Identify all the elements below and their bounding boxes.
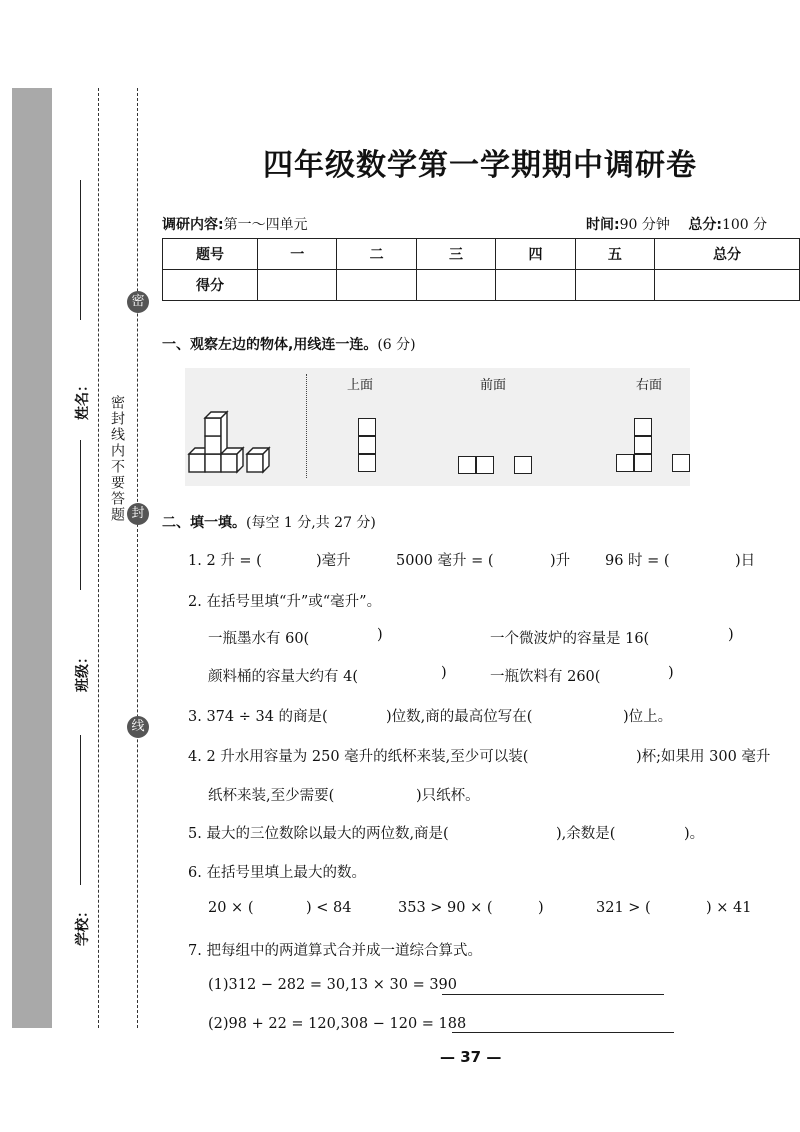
- content-value: 第一～四单元: [223, 217, 308, 233]
- view-label-right: 右面: [636, 378, 663, 393]
- section2-title: 二、填一填。: [162, 515, 246, 531]
- score-header-cell: 四: [496, 239, 575, 270]
- seal-char-xian: 线: [127, 716, 149, 738]
- q6-part-e: 321 > (: [596, 900, 651, 916]
- section2-heading: [162, 512, 376, 532]
- score-table: [162, 238, 800, 301]
- q4-part-b: )杯;如果用 300 毫升: [636, 749, 771, 765]
- q6-stem: 6. 在括号里填上最大的数。: [188, 865, 366, 881]
- q6-part-a: 20 × (: [208, 900, 254, 916]
- name-field-label: 姓名：: [75, 378, 91, 420]
- q6-part-f: ) × 41: [706, 900, 752, 916]
- q3-part-a: 3. 374 ÷ 34 的商是(: [188, 709, 328, 725]
- score-header-cell: 题号: [163, 239, 258, 270]
- q4-part-a: 4. 2 升水用容量为 250 毫升的纸杯来装,至少可以装(: [188, 749, 529, 765]
- score-header-cell: 一: [258, 239, 337, 270]
- q2-item-b: 一个微波炉的容量是 16(: [490, 631, 650, 647]
- class-field-label: 班级：: [75, 650, 91, 692]
- time-value: 90 分钟: [619, 217, 670, 233]
- page-number: — 37 —: [440, 1048, 502, 1066]
- score-table-header-row: [163, 239, 800, 270]
- binding-strip: [12, 88, 52, 1028]
- seal-char-feng: 封: [127, 503, 149, 525]
- q7-answer-line-1[interactable]: [442, 994, 664, 995]
- score-cell[interactable]: [416, 270, 495, 301]
- q1-part-f: )日: [735, 553, 756, 569]
- score-cell[interactable]: [337, 270, 416, 301]
- q1-part-e: 96 时 = (: [605, 553, 670, 569]
- figure-divider: [306, 374, 307, 478]
- q4-part-d: )只纸杯。: [416, 788, 480, 804]
- q5-part-c: )。: [684, 826, 705, 842]
- q2-item-b-end: ): [728, 627, 734, 643]
- q2-item-a-end: ): [377, 627, 383, 643]
- q5-part-a: 5. 最大的三位数除以最大的两位数,商是(: [188, 826, 449, 842]
- cube-figure-area: [185, 368, 690, 486]
- q7-stem: 7. 把每组中的两道算式合并成一道综合算式。: [188, 943, 482, 959]
- q2-item-d: 一瓶饮料有 260(: [490, 669, 601, 685]
- q2-item-c: 颜料桶的容量大约有 4(: [208, 669, 358, 685]
- score-cell[interactable]: [258, 270, 337, 301]
- score-header-cell: 总分: [655, 239, 800, 270]
- binding-dashed-line-outer: [137, 88, 138, 1028]
- section2-points: (每空 1 分,共 27 分): [246, 515, 376, 531]
- content-label: 调研内容:: [162, 217, 224, 233]
- q2-item-a: 一瓶墨水有 60(: [208, 631, 310, 647]
- view-label-front: 前面: [480, 378, 507, 393]
- total-value: 100 分: [721, 217, 768, 233]
- binding-warning: 密封线内不要答题: [109, 395, 125, 523]
- school-field-label: 学校：: [75, 904, 91, 946]
- total-label: 总分:: [688, 217, 722, 233]
- section1-points: (6 分): [377, 337, 416, 353]
- q7-part1: (1)312 − 282 = 30,13 × 30 = 390: [208, 977, 457, 993]
- score-header-cell: 三: [416, 239, 495, 270]
- score-cell[interactable]: [655, 270, 800, 301]
- exam-content: [162, 214, 308, 234]
- q7-answer-line-2[interactable]: [452, 1032, 674, 1033]
- section1-heading: [162, 334, 416, 354]
- score-header-cell: 五: [575, 239, 654, 270]
- score-header-cell: 二: [337, 239, 416, 270]
- time-label: 时间:: [586, 217, 620, 233]
- name-field-line[interactable]: [80, 180, 82, 320]
- seal-char-mi: 密: [127, 291, 149, 313]
- page-title: 四年级数学第一学期期中调研卷: [263, 148, 697, 183]
- score-table-score-row: [163, 270, 800, 301]
- class-field-line[interactable]: [80, 440, 82, 590]
- q6-part-d: ): [538, 900, 544, 916]
- q1-part-a: 1. 2 升 = (: [188, 553, 262, 569]
- q3-part-b: )位数,商的最高位写在(: [386, 709, 533, 725]
- q2-item-d-end: ): [668, 665, 674, 681]
- cube-object-figure: [185, 406, 275, 478]
- view-label-top: 上面: [347, 378, 374, 393]
- score-cell[interactable]: [496, 270, 575, 301]
- q6-part-b: ) < 84: [306, 900, 352, 916]
- school-field-line[interactable]: [80, 735, 82, 885]
- q1-part-d: )升: [550, 553, 571, 569]
- score-row-label: 得分: [163, 270, 258, 301]
- q6-part-c: 353 > 90 × (: [398, 900, 493, 916]
- q1-part-b: )毫升: [316, 553, 351, 569]
- q1-part-c: 5000 毫升 = (: [396, 553, 494, 569]
- q2-stem: 2. 在括号里填“升”或“毫升”。: [188, 594, 382, 610]
- binding-dashed-line-inner: [98, 88, 99, 1028]
- q4-part-c: 纸杯来装,至少需要(: [208, 788, 335, 804]
- q2-item-c-end: ): [441, 665, 447, 681]
- q3-part-c: )位上。: [623, 709, 673, 725]
- score-cell[interactable]: [575, 270, 654, 301]
- section1-title: 一、观察左边的物体,用线连一连。: [162, 337, 378, 353]
- q5-part-b: ),余数是(: [556, 826, 616, 842]
- exam-time: [586, 214, 767, 234]
- q7-part2: (2)98 + 22 = 120,308 − 120 = 188: [208, 1016, 467, 1032]
